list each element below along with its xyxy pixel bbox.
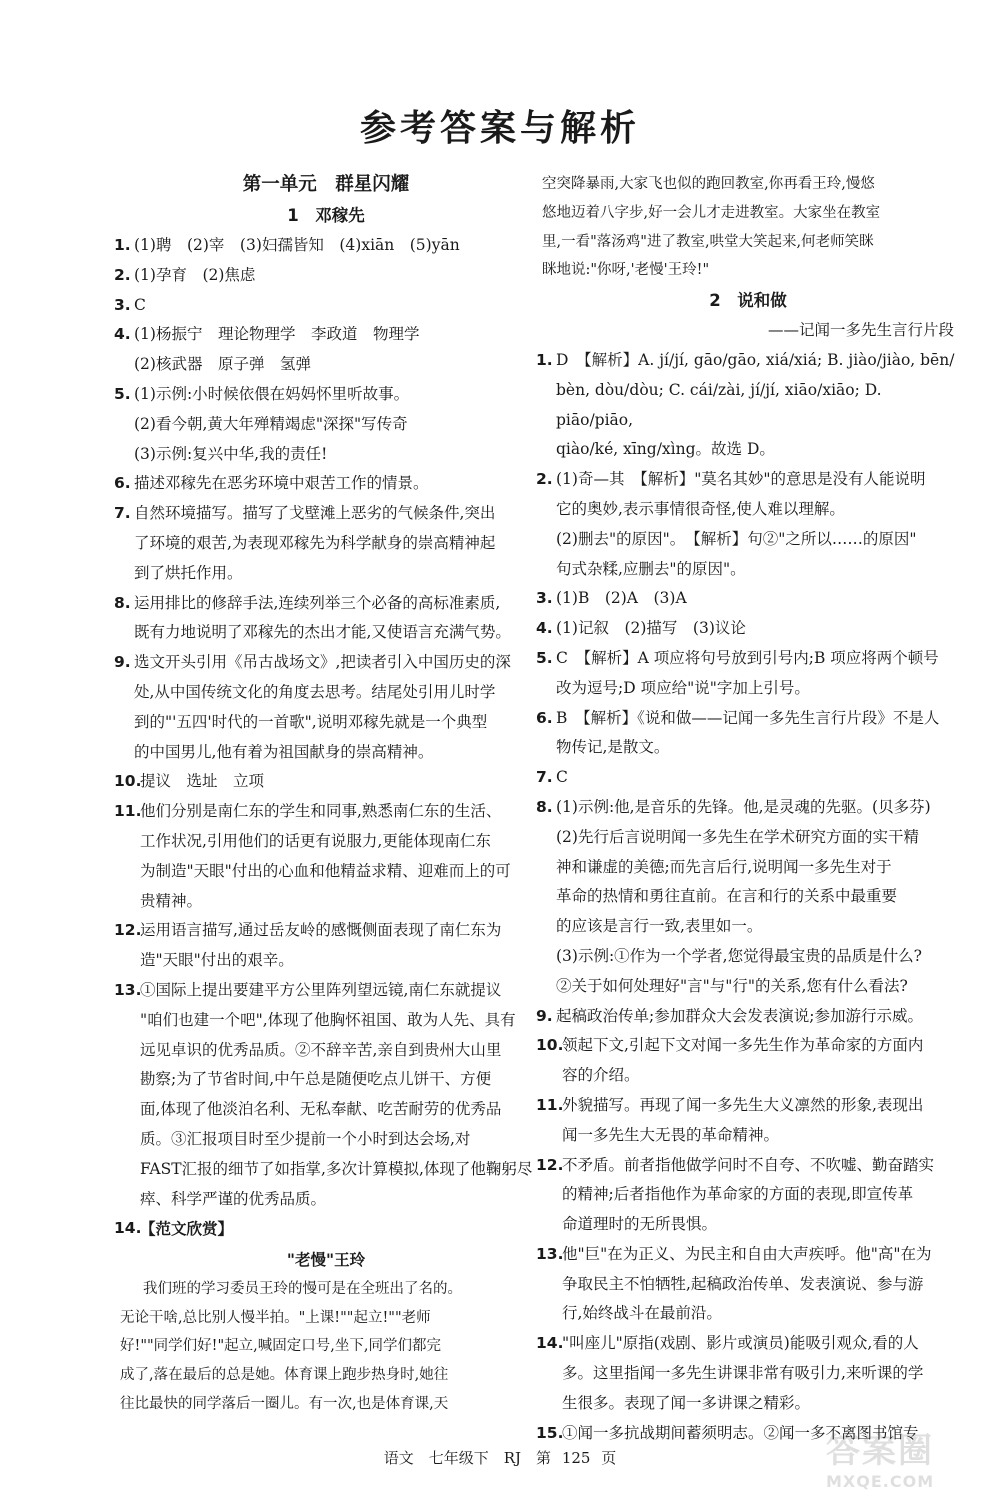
answer-line: (1)孕育 (2)焦虑 — [134, 265, 256, 284]
answer-item — [536, 1091, 960, 1151]
answer-line: 它的奥妙,表示事情很奇怪,使人难以理解。 — [556, 499, 845, 518]
answer-item — [114, 797, 538, 916]
page-title: 参考答案与解析 — [359, 108, 640, 149]
answer-line: (1)聘 (2)宰 (3)妇孺皆知 (4)xiān (5)yān — [134, 236, 460, 254]
answer-number: 8. — [536, 797, 553, 816]
answer-item — [536, 614, 960, 644]
answer-number: 10. — [114, 772, 142, 791]
answer-number: 10. — [536, 1036, 564, 1055]
answer-number: 9. — [536, 1006, 553, 1025]
answer-line: 的应该是言行一致,表里如一。 — [556, 917, 763, 936]
answer-item — [114, 261, 538, 291]
answer-number: 13. — [114, 980, 142, 999]
answer-line: 提议 选址 立项 — [140, 772, 265, 791]
answer-item — [536, 465, 960, 584]
answer-line: 到的"'五四'时代的一首歌",说明邓稼先就是一个典型 — [134, 712, 488, 731]
answer-line: 不矛盾。前者指他做学问时不自夸、不吹嘘、勤奋踏实 — [562, 1155, 935, 1174]
answer-line: (2)删去"的原因"。 【解析】句②"之所以……的原因" — [556, 529, 917, 548]
answer-number: 13. — [536, 1244, 564, 1263]
answer-line: 运用排比的修辞手法,连续列举三个必备的高标准素质, — [134, 593, 501, 612]
answer-item — [114, 469, 538, 499]
answer-number: 3. — [114, 295, 131, 314]
answer-line: 勘察;为了节省时间,中午总是随便吃点儿饼干、方便 — [140, 1070, 492, 1089]
essay-line: 眯地说:"你呀,'老慢'王玲!" — [542, 262, 710, 279]
answer-line: 造"天眼"付出的艰辛。 — [140, 951, 294, 970]
answer-line: bèn, dòu/dòu; C. cái/zài, jí/jí, xiāo/xiāo; D. piāo/piāo, — [556, 380, 882, 429]
answer-line: 外貌描写。再现了闻一多先生大义凛然的形象,表现出 — [562, 1095, 924, 1114]
answer-line: (1)奇—其 【解析】"莫名其妙"的意思是没有人能说明 — [556, 470, 926, 489]
section-heading: 2 说和做 — [709, 291, 787, 311]
answer-line: C — [556, 768, 568, 787]
answer-line: 行,始终战斗在最前沿。 — [562, 1304, 722, 1323]
answer-line: C 【解析】A 项应将句号放到引号内;B 项应将两个顿号 — [556, 648, 939, 667]
answer-item — [536, 793, 960, 1002]
answer-tag: 【范文欣赏】 — [140, 1219, 234, 1239]
essay-line: 无论干啥,总比别人慢半拍。"上课!""起立!""老师 — [120, 1309, 431, 1326]
answer-line: 自然环境描写。描写了戈壁滩上恶劣的气候条件,突出 — [134, 504, 496, 523]
answer-number: 14. — [536, 1334, 564, 1353]
answer-line: 多。这里指闻一多先生讲课非常有吸引力,来听课的学 — [562, 1364, 924, 1383]
answer-number: 2. — [114, 265, 131, 284]
answer-line: 质。③汇报项目时至少提前一个小时到达会场,对 — [140, 1129, 471, 1148]
answer-item — [536, 704, 960, 764]
answer-number: 11. — [536, 1095, 564, 1114]
answer-line: 瘁、科学严谨的优秀品质。 — [140, 1189, 327, 1208]
answer-line: 改为逗号;D 项应给"说"字加上引号。 — [556, 678, 810, 697]
answer-line: (1)示例:他,是音乐的先锋。他,是灵魂的先驱。(贝多芬) — [556, 797, 931, 816]
answer-item — [536, 1329, 960, 1418]
answer-line: 远见卓识的优秀品质。②不辞辛苦,亲自到贵州大山里 — [140, 1040, 502, 1059]
answer-line: 革命的热情和勇往直前。在言和行的关系中最重要 — [556, 887, 898, 906]
answer-item — [114, 499, 538, 588]
answer-line: 闻一多先生大无畏的革命精神。 — [562, 1125, 780, 1144]
answer-item — [114, 291, 538, 321]
answer-line: B 【解析】《说和做——记闻一多先生言行片段》不是人 — [556, 708, 940, 727]
answer-number: 2. — [536, 470, 553, 489]
answer-number: 7. — [536, 768, 553, 787]
answer-number: 8. — [114, 593, 131, 612]
answer-line: 贵精神。 — [140, 891, 203, 910]
answer-line: "叫座儿"原指(戏剧、影片或演员)能吸引观众,看的人 — [562, 1334, 919, 1353]
answer-line: (2)核武器 原子弹 氢弹 — [134, 355, 311, 374]
answer-line: 工作状况,引用他们的话更有说服力,更能体现南仁东 — [140, 831, 491, 850]
section-subtitle: ——记闻一多先生言行片段 — [767, 321, 954, 340]
answer-line: 面,体现了他淡泊名利、无私奉献、吃苦耐劳的优秀品 — [140, 1100, 502, 1119]
answer-line: ①国际上提出要建平方公里阵列望远镜,南仁东就提议 — [140, 980, 502, 999]
answer-line: C — [134, 295, 146, 314]
answer-line: "咱们也建一个吧",体现了他胸怀祖国、敢为人先、具有 — [140, 1010, 516, 1029]
answer-item — [536, 644, 960, 704]
answer-item — [536, 1240, 960, 1329]
watermark-sub: MXQE.COM — [826, 1472, 935, 1491]
answer-line: D 【解析】A. jí/jí, gāo/gāo, xiá/xiá; B. jiào/jiào, bēn/ — [556, 350, 955, 369]
answer-item — [536, 1002, 960, 1032]
watermark-main: 答案圈 — [826, 1431, 934, 1471]
answer-number: 5. — [536, 648, 553, 667]
answer-line: qiào/ké, xīng/xìng。故选 D。 — [556, 440, 775, 459]
answer-line: 起稿政治传单;参加群众大会发表演说;参加游行示威。 — [556, 1006, 923, 1025]
answer-list-right — [536, 346, 960, 1448]
answer-number: 5. — [114, 384, 131, 403]
answer-item — [536, 763, 960, 793]
essay-line: 好!""同学们好!"起立,喊固定口号,坐下,同学们都完 — [120, 1338, 441, 1355]
answer-number: 6. — [536, 708, 553, 727]
answer-item — [114, 1214, 538, 1245]
answer-list-left — [114, 231, 538, 1214]
essay-title: "老慢"王玲 — [286, 1250, 366, 1270]
answer-line: 他们分别是南仁东的学生和同事,熟悉南仁东的生活、 — [140, 802, 502, 821]
answer-line: 容的介绍。 — [562, 1066, 640, 1085]
answer-line: (3)示例:①作为一个学者,您觉得最宝贵的品质是什么? — [556, 946, 922, 965]
answer-item — [536, 1031, 960, 1091]
answer-line: 句式杂糅,应删去"的原因"。 — [556, 559, 746, 578]
answer-item — [114, 231, 538, 261]
answer-number: 7. — [114, 504, 131, 523]
answer-number: 9. — [114, 653, 131, 672]
right-column — [536, 170, 960, 1448]
answer-line: 描述邓稼先在恶劣环境中艰苦工作的情景。 — [134, 474, 429, 493]
answer-line: 领起下文,引起下文对闻一多先生作为革命家的方面内 — [562, 1036, 924, 1055]
answer-item — [114, 916, 538, 976]
watermark-logo — [826, 1423, 986, 1493]
essay-line: 往比最快的同学落后一圈儿。有一次,也是体育课,天 — [120, 1396, 449, 1413]
answer-number: 15. — [536, 1423, 564, 1442]
answer-item — [114, 589, 538, 649]
unit-heading: 第一单元 群星闪耀 — [242, 174, 410, 195]
answer-line: (3)示例:复兴中华,我的责任! — [134, 444, 328, 463]
answer-line: 既有力地说明了邓稼先的杰出才能,又使语言充满气势。 — [134, 623, 511, 642]
answer-item — [114, 767, 538, 797]
section-heading: 1 邓稼先 — [287, 206, 365, 225]
answer-line: (2)先行后言说明闻一多先生在学术研究方面的实干精 — [556, 827, 919, 846]
answer-number: 1. — [536, 350, 553, 369]
answer-line: FAST汇报的细节了如指掌,多次计算模拟,体现了他鞠躬尽 — [140, 1159, 533, 1178]
answer-number: 3. — [536, 589, 553, 608]
page-footer: 语文 七年级下 RJ 第 125 页 — [383, 1449, 617, 1467]
essay-body — [114, 1275, 538, 1419]
answer-number: 12. — [536, 1155, 564, 1174]
answer-line: (1)记叙 (2)描写 (3)议论 — [556, 619, 746, 638]
answer-item — [536, 584, 960, 614]
answer-line: 运用语言描写,通过岳友岭的感慨侧面表现了南仁东为 — [140, 921, 502, 940]
answer-item — [114, 320, 538, 380]
answer-item — [536, 1151, 960, 1240]
answer-number: 4. — [114, 325, 131, 344]
answer-line: 了环境的艰苦,为表现邓稼先为科学献身的崇高精神起 — [134, 533, 496, 552]
essay-continuation — [536, 170, 960, 285]
answer-item — [114, 648, 538, 767]
answer-number: 12. — [114, 921, 142, 940]
answer-line: ②关于如何处理好"言"与"行"的关系,您有什么看法? — [556, 976, 908, 995]
answer-line: 他"巨"在为正义、为民主和自由大声疾呼。他"高"在为 — [562, 1244, 932, 1263]
answer-number: 1. — [114, 236, 131, 254]
answer-line: 争取民主不怕牺牲,起稿政治传单、发表演说、参与游 — [562, 1274, 924, 1293]
answer-number: 14. — [114, 1219, 142, 1238]
essay-line: 空突降暴雨,大家飞也似的跑回教室,你再看王玲,慢悠 — [542, 176, 875, 192]
answer-line: (1)示例:小时候依偎在妈妈怀里听故事。 — [134, 384, 410, 403]
answer-line: 的精神;后者指他作为革命家的方面的表现,即宣传革 — [562, 1185, 914, 1204]
answer-line: 的中国男儿,他有着为祖国献身的崇高精神。 — [134, 742, 434, 761]
answer-number: 4. — [536, 619, 553, 638]
answer-line: (1)B (2)A (3)A — [556, 589, 687, 608]
essay-line: 里,一看"落汤鸡"进了教室,哄堂大笑起来,何老师笑眯 — [542, 233, 874, 250]
answer-line: 选文开头引用《吊古战场文》,把读者引入中国历史的深 — [134, 653, 511, 672]
left-column — [114, 170, 538, 1419]
answer-line: 命道理时的无所畏惧。 — [562, 1215, 718, 1234]
essay-line: 悠地迈着八字步,好一会儿才走进教室。大家坐在教室 — [542, 204, 881, 221]
answer-item — [114, 976, 538, 1214]
answer-line: (2)看今朝,黄大年殚精竭虑"深探"写传奇 — [134, 414, 408, 433]
answer-number: 6. — [114, 474, 131, 493]
answer-line: (1)杨振宁 理论物理学 李政道 物理学 — [134, 325, 420, 344]
answer-line: 物传记,是散文。 — [556, 738, 670, 757]
answer-line: 到了烘托作用。 — [134, 563, 243, 582]
answer-line: 处,从中国传统文化的角度去思考。结尾处引用儿时学 — [134, 682, 496, 701]
answer-line: 生很多。表现了闻一多讲课之精彩。 — [562, 1393, 811, 1412]
essay-line: 成了,落在最后的总是她。体育课上跑步热身时,她往 — [120, 1367, 449, 1384]
answer-number: 11. — [114, 802, 142, 821]
answer-line: 为制造"天眼"付出的心血和他精益求精、迎难而上的可 — [140, 861, 511, 880]
answer-line: ①闻一多抗战期间蓄须明志。②闻一多不离图书馆专 — [562, 1423, 919, 1442]
answer-item — [114, 380, 538, 469]
answer-line: 神和谦虚的美德;而先言后行,说明闻一多先生对于 — [556, 857, 892, 876]
answer-item — [536, 346, 960, 465]
essay-line: 我们班的学习委员王玲的慢可是在全班出了名的。 — [143, 1280, 462, 1297]
